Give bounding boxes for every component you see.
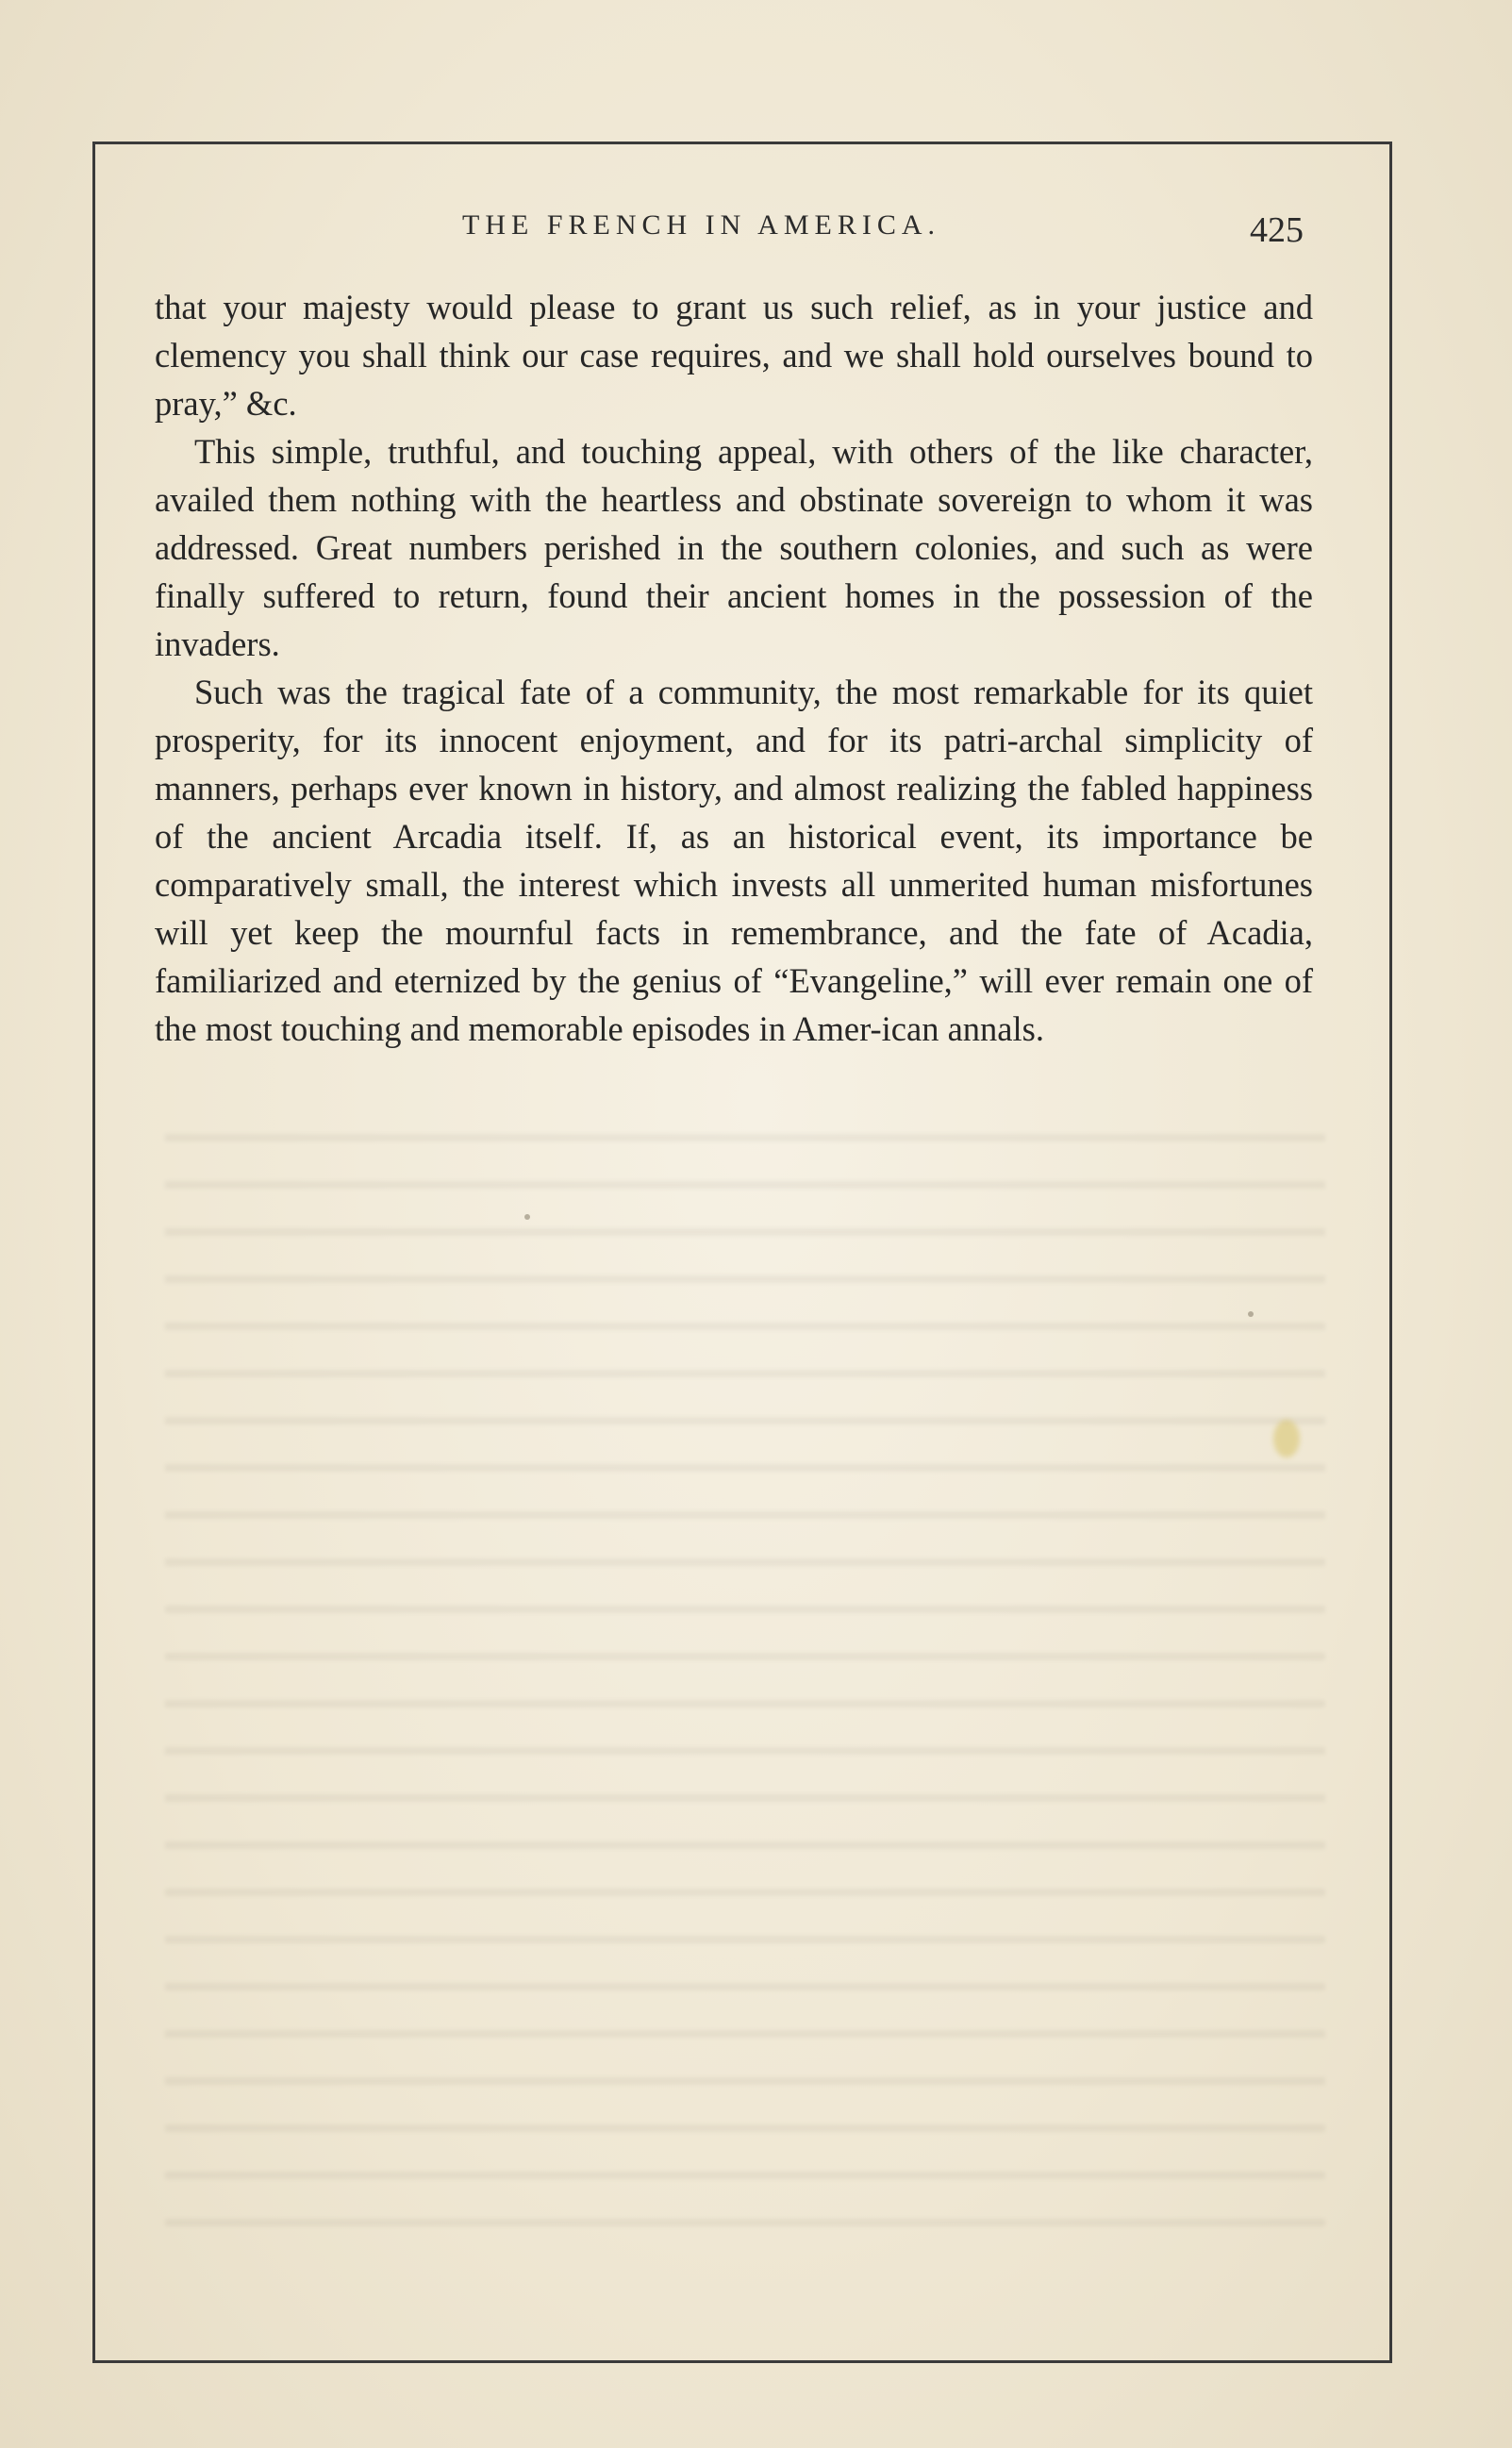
paragraph: that your majesty would please to grant us such relief, as in your justice and clemency you shall think our case requires, and we shall hold ourselves bound to pray,” &c.	[155, 288, 1313, 423]
paragraph: Such was the tragical fate of a community, the most remarkable for its quiet prosperity, for its innocent enjoyment, and for its patri-archal simplicity of manners, perhaps ever known in history, and almost realizing the fabled happiness of the ancient Arcadia itself. If, as an historical event, its importance be comparatively small, the interest which invests all unmerited human misfortunes will yet keep the mournful facts in remembrance, and the fate of Acadia, familiarized and eternized by the genius of “Evangeline,” will ever remain one of the most touching and memorable episodes in Amer-ican annals.	[155, 673, 1313, 1048]
running-head: THE FRENCH IN AMERICA.	[462, 209, 941, 241]
paragraph: This simple, truthful, and touching appeal, with others of the like character, availed them nothing with the heartless and obstinate sovereign to whom it was addressed. Great numbers perished in the southern colonies, and such as were finally suffered to return, found their ancient homes in the possession of the invaders.	[155, 432, 1313, 663]
body-text	[155, 283, 1313, 1053]
page-number: 425	[1250, 210, 1304, 250]
